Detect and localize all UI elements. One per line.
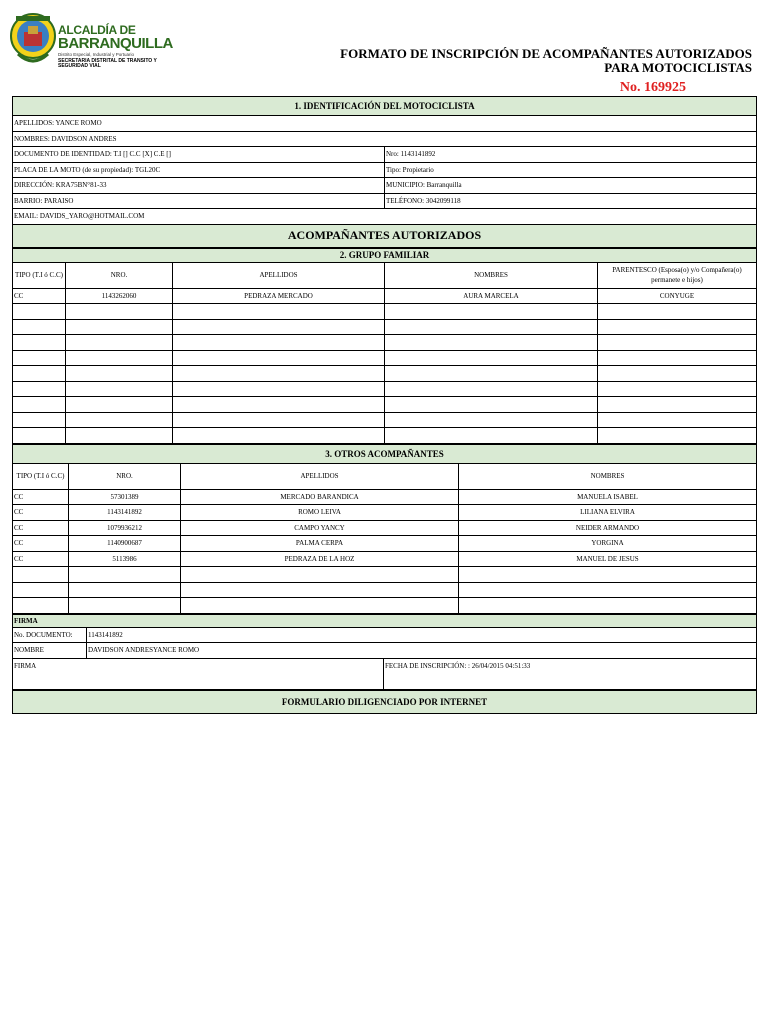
municipio-field: MUNICIPIO: Barranquilla [385,178,757,194]
cell-apellidos: ROMO LEIVA [181,505,459,521]
table-row [13,489,757,505]
cell-nombres [385,412,598,428]
cell-nro [66,397,173,413]
cell-nombres [385,397,598,413]
cell-nombres [385,304,598,320]
cell-nro: 1143262060 [66,288,173,304]
cell-nombres: YORGINA [459,536,757,552]
cell-apellidos [173,319,385,335]
cell-parentesco: CONYUGE [598,288,757,304]
header-nombres: NOMBRES [385,262,598,288]
table-row [13,412,757,428]
cell-nro [69,567,181,583]
cell-apellidos: PEDRAZA MERCADO [173,288,385,304]
cell-nombres [459,582,757,598]
cell-nombres: MANUELA ISABEL [459,489,757,505]
cell-tipo: CC [13,288,66,304]
table-row [13,381,757,397]
telefono-field: TELÉFONO: 3042099118 [385,193,757,209]
cell-nro: 1143141892 [69,505,181,521]
cell-nro [66,335,173,351]
nro-field: Nro: 1143141892 [385,147,757,163]
cell-nombres [459,598,757,614]
city-shield-icon [10,10,56,70]
cell-nombres [385,350,598,366]
cell-tipo [13,381,66,397]
table-row [13,288,757,304]
table-row [13,350,757,366]
document-title [340,47,752,75]
section2-header-row [13,262,757,288]
tipo-field: Tipo: Propietario [385,162,757,178]
cell-parentesco [598,366,757,382]
cell-tipo [13,350,66,366]
table-row [13,505,757,521]
firma-doc-value: 1143141892 [87,627,757,643]
cell-tipo [13,567,69,583]
table-row [13,319,757,335]
documento-field: DOCUMENTO DE IDENTIDAD: T.I [] C.C [X] C.E [] [13,147,385,163]
apellidos-field: APELLIDOS: YANCE ROMO [13,116,757,132]
document-header [0,0,768,96]
cell-nombres [385,335,598,351]
section3-title: 3. OTROS ACOMPAÑANTES [13,444,757,463]
footer-note: FORMULARIO DILIGENCIADO POR INTERNET [13,690,757,714]
cell-apellidos [173,304,385,320]
section3-table [12,444,757,614]
email-field: EMAIL: DAVIDS_YARO@HOTMAIL.COM [13,209,757,225]
cell-nro [66,304,173,320]
table-row [13,598,757,614]
header-apellidos: APELLIDOS [181,463,459,489]
table-row [13,335,757,351]
table-row [13,428,757,444]
direccion-field: DIRECCIÓN: KRA75BN°81-33 [13,178,385,194]
header-nombres: NOMBRES [459,463,757,489]
cell-nro: 1079936212 [69,520,181,536]
cell-apellidos: MERCADO BARANDICA [181,489,459,505]
header-nro: NRO. [69,463,181,489]
table-row [13,536,757,552]
cell-tipo [13,319,66,335]
section3-header-row [13,463,757,489]
table-row [13,397,757,413]
table-row [13,366,757,382]
cell-nombres: MANUEL DE JESUS [459,551,757,567]
inscription-form [12,96,756,714]
firma-table [12,614,757,714]
cell-apellidos [173,350,385,366]
cell-apellidos [173,428,385,444]
cell-apellidos: PEDRAZA DE LA HOZ [181,551,459,567]
cell-nombres [459,567,757,583]
cell-nombres: AURA MARCELA [385,288,598,304]
logo-text [58,24,173,69]
cell-apellidos [181,567,459,583]
cell-apellidos [173,381,385,397]
cell-parentesco [598,397,757,413]
acompanantes-title: ACOMPAÑANTES AUTORIZADOS [13,224,757,247]
logo-line-4: SECRETARIA DISTRITAL DE TRANSITO Y [58,57,157,64]
cell-nombres [385,381,598,397]
barrio-field: BARRIO: PARAISO [13,193,385,209]
cell-parentesco [598,381,757,397]
logo-line-1: ALCALDÍA DE [58,23,136,37]
cell-nro [66,381,173,397]
firma-label: FIRMA [13,658,384,690]
section1-title: 1. IDENTIFICACIÓN DEL MOTOCICLISTA [13,97,757,116]
cell-tipo [13,366,66,382]
alcaldia-logo [10,10,173,72]
cell-tipo [13,428,66,444]
cell-parentesco [598,335,757,351]
cell-apellidos [173,366,385,382]
cell-apellidos [173,412,385,428]
nombres-field: NOMBRES: DAVIDSON ANDRES [13,131,757,147]
cell-nombres: LILIANA ELVIRA [459,505,757,521]
firma-doc-label: No. DOCUMENTO: [13,627,87,643]
firma-nombre-value: DAVIDSON ANDRESYANCE ROMO [87,643,757,659]
fecha-inscripcion: FECHA DE INSCRIPCIÓN: : 26/04/2015 04:51:33 [384,658,757,690]
logo-line-5: SEGURIDAD VIAL [58,62,101,69]
cell-tipo [13,397,66,413]
header-tipo: TIPO (T.I ó C.C) [13,262,66,288]
cell-apellidos: CAMPO YANCY [181,520,459,536]
table-row [13,582,757,598]
table-row [13,520,757,536]
cell-nro: 5113986 [69,551,181,567]
table-row [13,304,757,320]
cell-nombres [385,319,598,335]
cell-parentesco [598,412,757,428]
section1-table [12,96,757,248]
header-tipo: TIPO (T.I ó C.C) [13,463,69,489]
cell-nombres [385,366,598,382]
cell-nombres: NEIDER ARMANDO [459,520,757,536]
cell-nro: 57301389 [69,489,181,505]
cell-tipo: CC [13,489,69,505]
firma-title: FIRMA [13,614,757,627]
placa-field: PLACA DE LA MOTO (de su propiedad): TGL20C [13,162,385,178]
cell-apellidos [181,582,459,598]
cell-tipo [13,582,69,598]
cell-parentesco [598,350,757,366]
cell-nro [66,366,173,382]
header-apellidos: APELLIDOS [173,262,385,288]
header-nro: NRO. [66,262,173,288]
cell-nro: 1140900687 [69,536,181,552]
cell-parentesco [598,319,757,335]
cell-parentesco [598,428,757,444]
cell-apellidos [173,397,385,413]
cell-nro [66,412,173,428]
cell-apellidos [173,335,385,351]
header-parentesco: PARENTESCO (Esposa(o) y/o Compañera(o) permanete e hijos) [598,262,757,288]
cell-tipo: CC [13,505,69,521]
cell-nro [69,582,181,598]
cell-tipo [13,335,66,351]
cell-nro [66,428,173,444]
cell-tipo [13,304,66,320]
cell-nombres [385,428,598,444]
cell-tipo: CC [13,536,69,552]
cell-nro [69,598,181,614]
table-row [13,567,757,583]
table-row [13,551,757,567]
cell-tipo: CC [13,520,69,536]
cell-apellidos: PALMA CERPA [181,536,459,552]
cell-parentesco [598,304,757,320]
cell-nro [66,350,173,366]
section2-table [12,248,757,444]
logo-line-2: BARRANQUILLA [58,35,173,52]
cell-tipo: CC [13,551,69,567]
cell-nro [66,319,173,335]
cell-tipo [13,412,66,428]
logo-line-3: Distrito Especial, Industrial y Portuario [58,52,135,57]
cell-apellidos [181,598,459,614]
title-line-1: FORMATO DE INSCRIPCIÓN DE ACOMPAÑANTES AUTORIZADOS [340,46,752,61]
document-number: No. 169925 [619,80,686,95]
cell-tipo [13,598,69,614]
title-line-2: PARA MOTOCICLISTAS [604,60,752,75]
firma-nombre-label: NOMBRE [13,643,87,659]
section2-title: 2. GRUPO FAMILIAR [13,248,757,262]
